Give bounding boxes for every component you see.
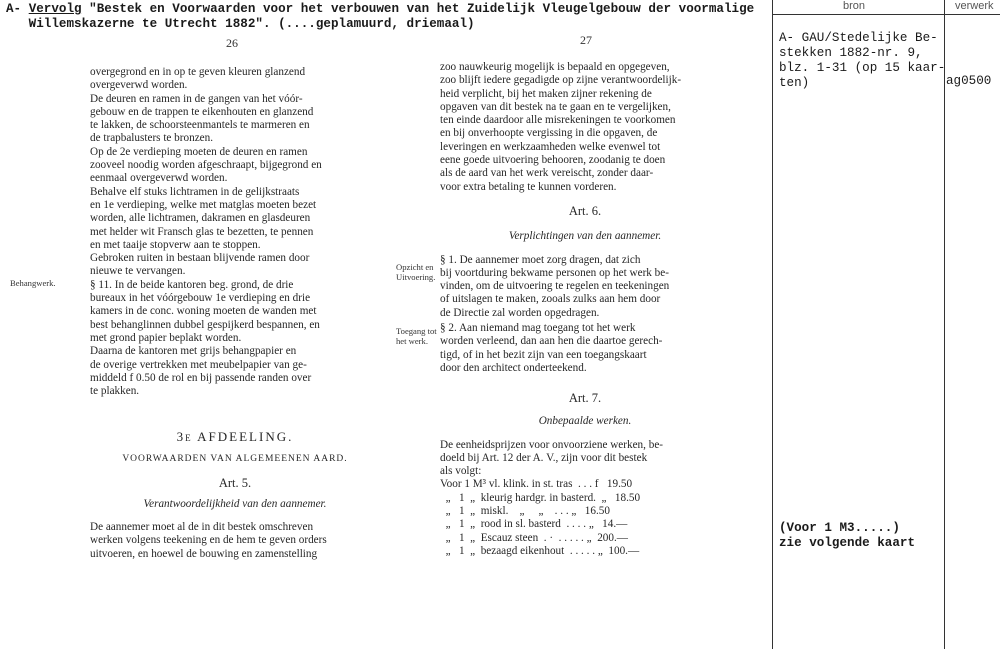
text-line: de trapbalusters te bronzen. xyxy=(90,132,214,145)
header-line2: Willemskazerne te Utrecht 1882". (....geplamuurd, driemaal) xyxy=(6,17,475,31)
text-line: Gebroken ruiten in bestaan blijvende ramen door xyxy=(90,252,310,265)
text-line: overgegrond en in op te geven kleuren glanzend xyxy=(90,66,306,78)
text-line: eenmaal overgeverwd worden. xyxy=(90,172,228,185)
panel-header-rule xyxy=(773,14,1000,15)
text-line: § 1. De aannemer moet zorg dragen, dat zich xyxy=(440,253,641,266)
header-line1: "Bestek en Voorwaarden voor het verbouwen van het Zuidelijk Vleugelgebouw der voormalige xyxy=(81,2,755,16)
source-reference xyxy=(779,31,945,91)
text-line: Daarna de kantoren met grijs behangpapier en xyxy=(90,345,297,358)
card-header xyxy=(6,2,768,32)
afdeeling-title: 3e AFDEELING. xyxy=(176,429,294,444)
margin-note-toegang xyxy=(396,326,437,346)
text-line: opgaven van dit bestek na te gaan en te vergelijken, xyxy=(440,100,671,113)
text-line: zoo blijft iedere gegadigde op zijne verantwoordelijk- xyxy=(440,74,682,87)
text-line: Op de 2e verdieping moeten de deuren en ramen xyxy=(90,145,308,158)
text-line: worden verleend, dan aan hen die daartoe gerech- xyxy=(440,335,663,348)
art7-subtitle: Onbepaalde werken. xyxy=(538,415,632,428)
continuation-note xyxy=(779,521,915,551)
section-afdeeling xyxy=(90,430,380,561)
text-line: § 11. In de beide kantoren beg. grond, de drie xyxy=(90,278,294,291)
art6-paragraph-1 xyxy=(440,254,730,320)
art7-block xyxy=(440,392,730,558)
text-line: werken volgens teekening en de hem te geven orders xyxy=(90,534,327,547)
text-line: te plakken. xyxy=(90,385,140,398)
text-line: worden, alle lichtramen, dakramen en glasdeuren xyxy=(90,212,311,225)
source-line: blz. 1-31 (op 15 kaar- xyxy=(779,61,946,75)
text-line: de Directie zal worden opgedragen. xyxy=(440,306,600,319)
note-line: zie volgende kaart xyxy=(779,536,916,550)
header-prefix: A- xyxy=(6,2,29,16)
text-line: leveringen en werkzaamheden welke evenwel tot xyxy=(440,140,661,153)
panel-divider-right xyxy=(944,0,945,649)
column-header-verwerk: verwerk xyxy=(955,0,994,12)
art5-body xyxy=(90,521,380,561)
art7-price-table xyxy=(440,478,730,558)
text-line: tigd, of in het bezit zijn van een toegangskaart xyxy=(440,348,647,361)
text-line: nieuwe te vervangen. xyxy=(90,265,186,278)
page-number-right: 27 xyxy=(580,33,592,47)
price-row: „ 1 „ kleurig hardgr. in basterd. „ 18.50 xyxy=(440,491,641,504)
card-code: ag0500 xyxy=(946,74,992,88)
panel-divider-left xyxy=(772,0,773,649)
margin-note-opzicht-line2: Uitvoering. xyxy=(396,272,436,282)
text-line: De aannemer moet al de in dit bestek omschreven xyxy=(90,521,314,534)
text-line: eene goede uitvoering behooren, zoodanig te doen xyxy=(440,154,666,167)
page-number-left: 26 xyxy=(226,36,238,50)
right-column-text xyxy=(440,61,681,194)
margin-note-opzicht-line1: Opzicht en xyxy=(396,262,434,272)
price-row: „ 1 „ rood in sl. basterd . . . . „ 14.— xyxy=(440,518,628,531)
column-header-bron: bron xyxy=(843,0,866,12)
art6-subtitle: Verplichtingen van den aannemer. xyxy=(508,230,662,243)
art7-intro xyxy=(440,439,730,479)
price-row: „ 1 „ Escauz steen . · . . . . . „ 200.— xyxy=(440,531,628,544)
text-line: en bij onverhoopte vergissing in die opgaven, de xyxy=(440,127,658,140)
text-line: met helder wit Fransch glas te bezetten, te pennen xyxy=(90,225,314,238)
text-line: ten einde daardoor alle misrekeningen te voorkomen xyxy=(440,114,676,127)
text-line: doeld bij Art. 12 der A. V., zijn voor dit bestek xyxy=(440,451,648,464)
art5-title: Art. 5. xyxy=(218,475,252,490)
left-column-text xyxy=(90,66,322,398)
price-row: „ 1 „ bezaagd eikenhout . . . . . „ 100.— xyxy=(440,544,640,557)
text-line: zoo nauwkeurig mogelijk is bepaald en opgegeven, xyxy=(440,61,670,73)
text-line: bij voortduring bekwame personen op het werk be- xyxy=(440,266,669,279)
margin-note-opzicht xyxy=(396,262,435,282)
text-line: te lakken, de schoorsteenmantels te marmeren en xyxy=(90,119,310,132)
text-line: best behanglinnen dubbel gespijkerd bespannen, en xyxy=(90,318,320,331)
price-row: „ 1 „ miskl. „ „ . . . „ 16.50 xyxy=(440,505,610,518)
art5-subtitle: Verantwoordelijkheid van den aannemer. xyxy=(143,497,327,510)
source-line: ten) xyxy=(779,76,810,90)
afdeeling-subtitle: VOORWAARDEN VAN ALGEMEENEN AARD. xyxy=(122,454,348,465)
text-line: vinden, om de uitvoering te regelen en teekeningen xyxy=(440,280,670,293)
header-vervolg: Vervolg xyxy=(28,2,82,16)
text-line: zooveel noodig worden afgeschraapt, bijgegrond en xyxy=(90,159,322,172)
text-line: middeld f 0.50 de rol en bij passende randen over xyxy=(90,371,312,384)
text-line: als volgt: xyxy=(440,465,482,478)
text-line: gebouw en de trappen te eikenhouten en glanzend xyxy=(90,105,314,118)
margin-note-behangwerk: Behangwerk. xyxy=(10,278,56,288)
margin-note-toegang-line2: het werk. xyxy=(396,336,428,346)
text-line: met grond papier beplakt worden. xyxy=(90,331,242,344)
art6-paragraph-2 xyxy=(440,322,730,375)
text-line: kamers in de conc. woning moeten de wanden met xyxy=(90,305,317,318)
art6-title: Art. 6. xyxy=(568,204,602,218)
text-line: § 2. Aan niemand mag toegang tot het werk xyxy=(440,322,636,335)
source-line: stekken 1882-nr. 9, xyxy=(779,46,923,60)
text-line: of uitslagen te maken, zooals zulks aan hem door xyxy=(440,293,661,306)
text-line: door den architect onderteekend. xyxy=(440,361,587,374)
source-line: A- GAU/Stedelijke Be- xyxy=(779,31,938,45)
text-line: Behalve elf stuks lichtramen in de gelijkstraats xyxy=(90,185,300,198)
text-line: overgeverwd worden. xyxy=(90,79,188,92)
text-line: bureaux in het vóórgebouw 1e verdieping en drie xyxy=(90,292,311,305)
text-line: uitvoeren, en hoewel de bouwing en zamenstelling xyxy=(90,547,318,560)
text-line: en met taaije stopverw aan te stoppen. xyxy=(90,238,261,251)
text-line: en 1e verdieping, welke met matglas moeten bezet xyxy=(90,198,317,211)
text-line: als de aard van het werk vereischt, zonder daar- xyxy=(440,167,654,180)
text-line: de overige vertrekken met meubelpapier van ge- xyxy=(90,358,307,371)
art7-title: Art. 7. xyxy=(568,391,602,405)
price-row: Voor 1 M³ vl. klink. in st. tras . . . f 19.50 xyxy=(440,478,633,491)
text-line: De deuren en ramen in de gangen van het vóór- xyxy=(90,92,303,105)
text-line: voor extra betaling te kunnen vorderen. xyxy=(440,180,617,193)
text-line: De eenheidsprijzen voor onvoorziene werken, be- xyxy=(440,438,664,451)
margin-note-toegang-line1: Toegang tot xyxy=(396,326,437,336)
art6-block xyxy=(440,205,730,375)
note-line: (Voor 1 M3.....) xyxy=(779,521,900,535)
text-line: heid verplicht, bij het maken zijner rekening de xyxy=(440,87,652,100)
